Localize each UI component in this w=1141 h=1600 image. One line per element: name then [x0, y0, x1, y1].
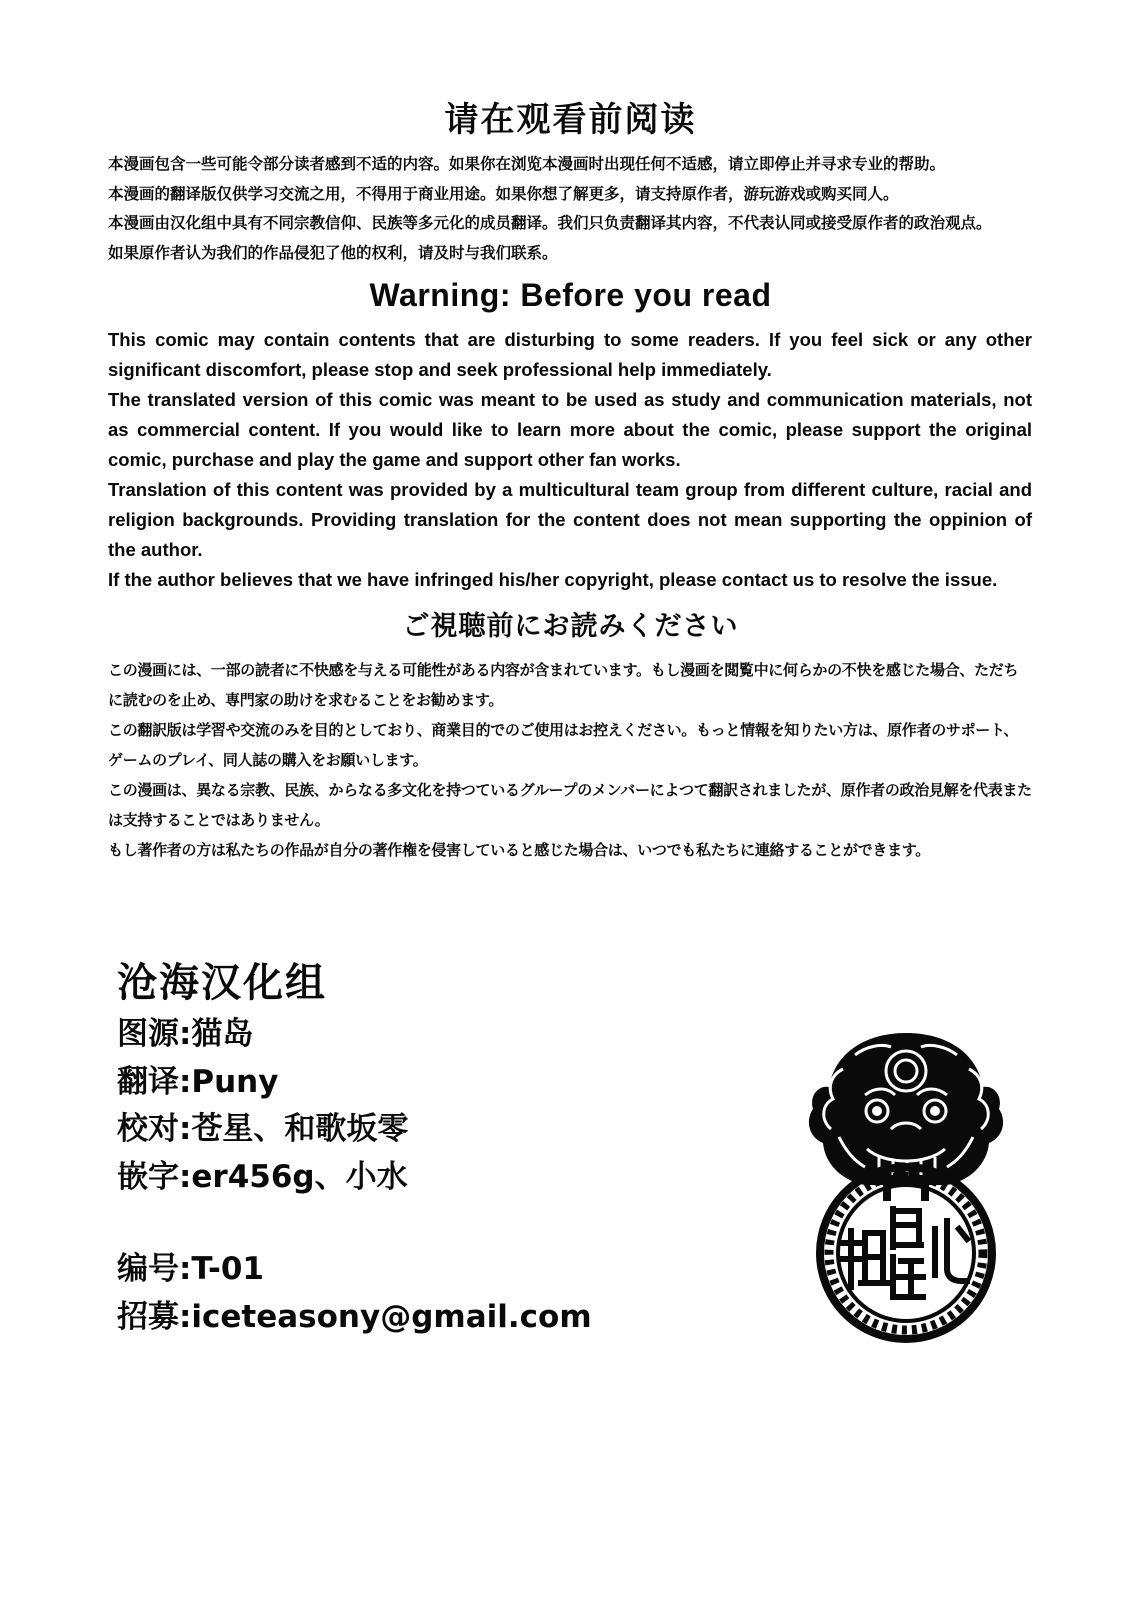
japanese-paragraph: この翻訳版は学習や交流のみを目的としており、商業目的でのご使用はお控えください。もっと情報を知りたい方は、原作者のサポート、ゲームのプレイ、同人誌の購入をお願いします。 — [108, 721, 1019, 769]
japanese-paragraph: もし著作者の方は私たちの作品が自分の著作権を侵害していると感じた場合は、いつでも私たちに連絡することができます。 — [108, 841, 931, 859]
chinese-notice-body — [108, 150, 1032, 268]
english-paragraph: Translation of this content was provided by a multicultural team group from different culture, racial and religion backgrounds. Providing translation for the content does not mean supporting the oppinion of the author. — [108, 479, 1032, 560]
chinese-paragraph: 本漫画包含一些可能令部分读者感到不适的内容。如果你在浏览本漫画时出现任何不适感，请立即停止并寻求专业的帮助。 — [108, 155, 946, 173]
chinese-paragraph: 如果原作者认为我们的作品侵犯了他的权利，请及时与我们联系。 — [108, 243, 558, 262]
japanese-paragraph: この漫画には、一部の読者に不快感を与える可能性がある内容が含まれています。もし漫画を閲覧中に何らかの不快を感じた場合、ただちに読むのを止め、専門家の助けを求むることをお勧めます。 — [108, 661, 1019, 709]
credit-translator: 翻译:Puny — [117, 1063, 279, 1100]
credit-typesetting: 嵌字:er456g、小水 — [117, 1158, 408, 1195]
lion-head-seal-icon — [795, 1025, 1017, 1343]
japanese-notice-title: ご視聴前にお読みください — [402, 611, 739, 642]
credit-recruit-email: 招募:iceteasony@gmail.com — [117, 1298, 592, 1335]
chinese-paragraph: 本漫画由汉化组中具有不同宗教信仰、民族等多元化的成员翻译。我们只负责翻译其内容，不代表认同或接受原作者的政治观点。 — [108, 214, 992, 232]
english-paragraph: The translated version of this comic was meant to be used as study and communication materials, not as commercial content. If you would like to learn more about the comic, please support the original comic, purchase and play the game and support other fan works. — [108, 389, 1032, 470]
chinese-notice-title: 请在观看前阅读 — [444, 100, 697, 140]
japanese-paragraph: この漫画は、異なる宗教、民族、からなる多文化を持つているグループのメンバーによつて翻訳されましたが、原作者の政治見解を代表または支持することではありません。 — [108, 781, 1032, 829]
japanese-notice-body — [108, 655, 1032, 865]
english-notice-body — [108, 325, 1032, 595]
chinese-paragraph: 本漫画的翻译版仅供学习交流之用，不得用于商业用途。如果你想了解更多，请支持原作者，游玩游戏或购买同人。 — [108, 184, 899, 203]
credit-number: 编号:T-01 — [117, 1251, 264, 1287]
credit-source: 图源:猫岛 — [117, 1016, 254, 1052]
credits-block — [117, 955, 757, 1341]
credit-proofreading: 校对:苍星、和歌坂零 — [117, 1111, 409, 1147]
english-paragraph: This comic may contain contents that are disturbing to some readers. If you feel sick or any other significant discomfort, please stop and seek professional help immediately. — [108, 329, 1032, 380]
english-notice-title: Warning: Before you read — [369, 277, 772, 313]
group-name: 沧海汉化组 — [117, 960, 327, 1006]
english-paragraph: If the author believes that we have infringed his/her copyright, please contact us to resolve the issue. — [108, 569, 998, 590]
